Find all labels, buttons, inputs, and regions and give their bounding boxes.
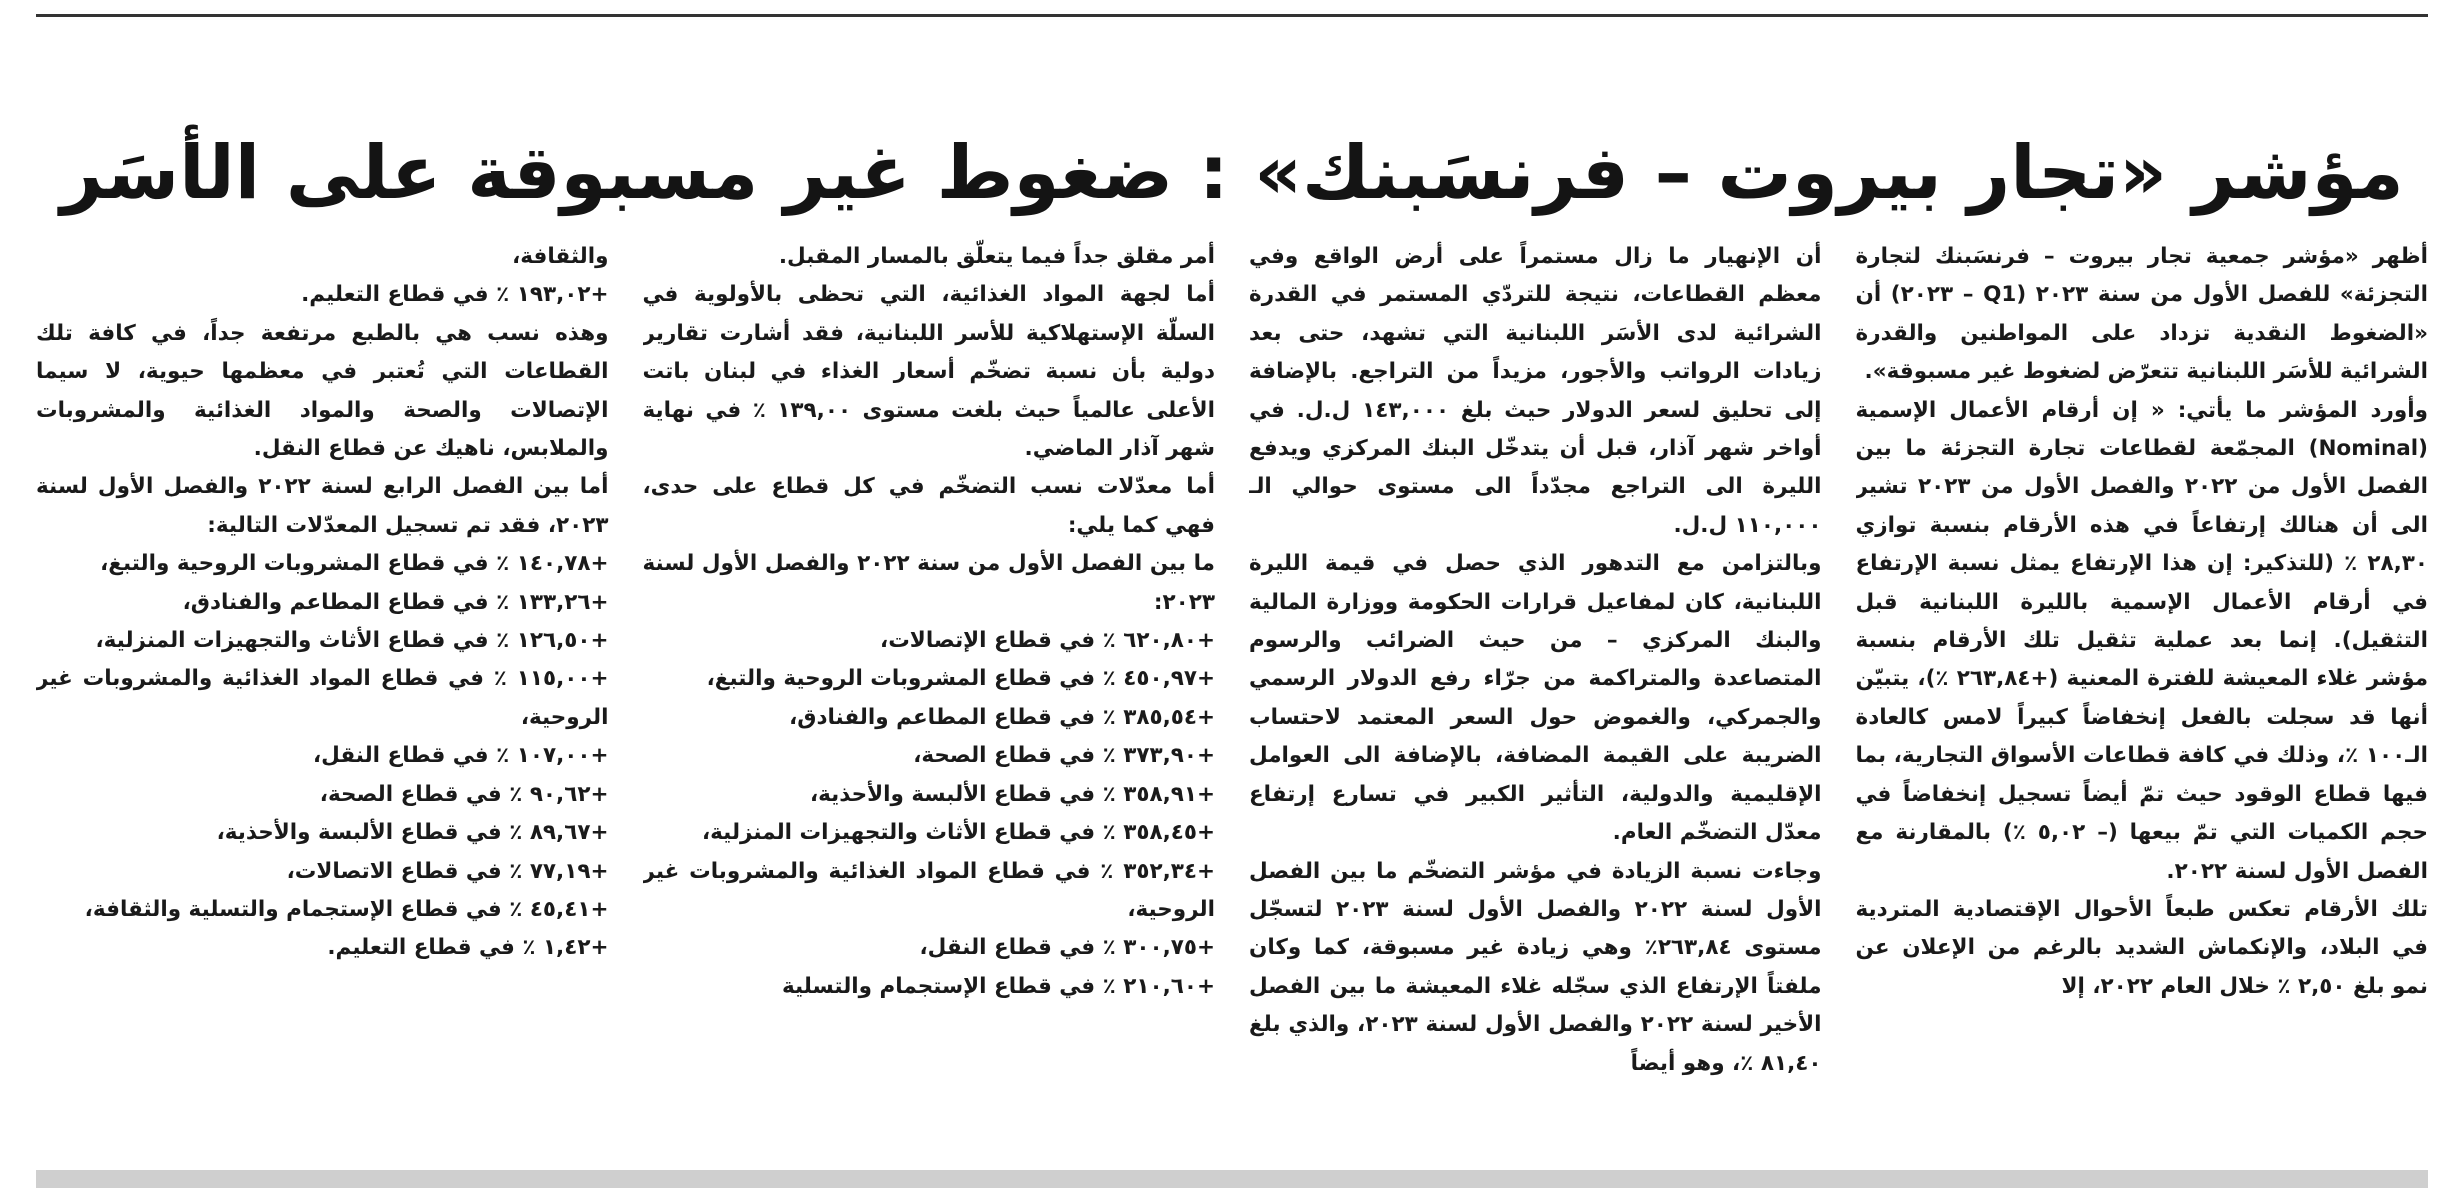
paragraph: +١١٥,٠٠ ٪ في قطاع المواد الغذائية والمشروبات غير الروحية، — [36, 666, 609, 730]
paragraph: +٧٧,١٩ ٪ في قطاع الاتصالات، — [286, 858, 609, 884]
column-2 — [1249, 238, 1822, 1158]
paragraph: أمر مقلق جداً فيما يتعلّق بالمسار المقبل. — [778, 244, 1215, 269]
paragraph: +٣٥٢,٣٤ ٪ في قطاع المواد الغذائية والمشروبات غير الروحية، — [642, 858, 1215, 922]
paragraph: ما بين الفصل الأول من سنة ٢٠٢٢ والفصل الأول لسنة ٢٠٢٣: — [642, 551, 1215, 615]
paragraph: +٣٥٨,٤٥ ٪ في قطاع الأثاث والتجهيزات المنزلية، — [701, 820, 1215, 846]
paragraph: أما بين الفصل الرابع لسنة ٢٠٢٢ والفصل الأول لسنة ٢٠٢٣، فقد تم تسجيل المعدّلات التالية: — [36, 474, 609, 538]
paragraph: وأورد المؤشر ما يأتي: « إن أرقام الأعمال الإسمية (Nominal) المجمّعة لقطاعات تجارة التجزئة ما بين الفصل الأول من ٢٠٢٢ والفصل الأول من ٢٠٢٣ تشير الى أن هنالك إرتفاعاً في هذه الأرقام بنسبة توازي ٢٨,٣٠ ٪ (للتذكير: إن هذا الإرتفاع يمثل نسبة الإرتفاع في أرقام الأعمال الإسمية بالليرة اللبنانية قبل التثقيل). إنما بعد عملية تثقيل تلك الأرقام بنسبة مؤشر غلاء المعيشة للفترة المعنية (+٢٦٣,٨٤ ٪)، يتبيّن أنها قد سجلت بالفعل إنخفاضاً كبيراً لامس كالعادة الـ١٠٠ ٪، وذلك في كافة قطاعات الأسواق التجارية، بما فيها قطاع الوقود حيث تمّ أيضاً تسجيل إنخفاضاً في حجم الكميات التي تمّ بيعها (– ٥,٠٢ ٪) بالمقارنة مع الفصل الأول لسنة ٢٠٢٢. — [1855, 397, 2428, 884]
paragraph: +٣٨٥,٥٤ ٪ في قطاع المطاعم والفنادق، — [789, 704, 1215, 730]
paragraph: أما لجهة المواد الغذائية، التي تحظى بالأولوية في السلّة الإستهلاكية للأسر اللبنانية، فقد أشارت تقارير دولية بأن نسبة تضخّم أسعار الغذاء في لبنان باتت الأعلى عالمياً حيث بلغت مستوى ١٣٩,٠٠ ٪ في نهاية شهر آذار الماضي. — [642, 282, 1215, 462]
paragraph: +١٠٧,٠٠ ٪ في قطاع النقل، — [312, 743, 609, 769]
column-1 — [1856, 238, 2429, 1158]
paragraph: +٩٠,٦٢ ٪ في قطاع الصحة، — [319, 781, 609, 807]
paragraph: +٨٩,٦٧ ٪ في قطاع الألبسة والأحذية، — [216, 820, 609, 846]
paragraph: +٤٥٠,٩٧ ٪ في قطاع المشروبات الروحية والتبغ، — [706, 666, 1215, 692]
top-rule — [36, 14, 2428, 17]
paragraph: أظهر «مؤشر جمعية تجار بيروت – فرنسَبنك لتجارة التجزئة» للفصل الأول من سنة ٢٠٢٣ (Q1 – ٢٠٢٣) أن «الضغوط النقدية تزداد على المواطنين والقدرة الشرائية للأسَر اللبنانية تتعرّض لضغوط غير مسبوقة». — [1855, 244, 2428, 385]
paragraph: +١٣٣,٢٦ ٪ في قطاع المطاعم والفنادق، — [182, 589, 609, 615]
paragraph: +١٢٦,٥٠ ٪ في قطاع الأثاث والتجهيزات المنزلية، — [95, 628, 609, 654]
column-3 — [643, 238, 1216, 1158]
paragraph: +٦٢٠,٨٠ ٪ في قطاع الإتصالات، — [880, 628, 1215, 654]
bottom-band — [36, 1170, 2428, 1188]
column-4 — [36, 238, 609, 1158]
paragraph: +١٤٠,٧٨ ٪ في قطاع المشروبات الروحية والتبغ، — [100, 551, 609, 577]
headline: مؤشر «تجار بيروت – فرنسَبنك» : ضغوط غير مسبوقة على الأسَر — [60, 130, 2404, 216]
paragraph: +٣٧٣,٩٠ ٪ في قطاع الصحة، — [913, 743, 1215, 769]
paragraph: وجاءت نسبة الزيادة في مؤشر التضخّم ما بين الفصل الأول لسنة ٢٠٢٢ والفصل الأول لسنة ٢٠٢٣ لتسجّل مستوى ٢٦٣,٨٤٪ وهي زيادة غير مسبوقة، كما وكان ملفتاً الإرتفاع الذي سجّله غلاء المعيشة ما بين الفصل الأخير لسنة ٢٠٢٢ والفصل الأول لسنة ٢٠٢٣، والذي بلغ ٨١,٤٠ ٪، وهو أيضاً — [1249, 858, 1822, 1076]
paragraph: +٤٥,٤١ ٪ في قطاع الإستجمام والتسلية والثقافة، — [84, 896, 609, 922]
paragraph: +٢١٠,٦٠ ٪ في قطاع الإستجمام والتسلية — [781, 973, 1215, 999]
article-columns — [36, 238, 2428, 1158]
paragraph: تلك الأرقام تعكس طبعاً الأحوال الإقتصادية المتردية في البلاد، والإنكماش الشديد بالرغم من الإعلان عن نمو بلغ ٢,٥٠ ٪ خلال العام ٢٠٢٢، إلا — [1855, 896, 2428, 999]
paragraph: والثقافة، — [512, 244, 609, 269]
paragraph: وهذه نسب هي بالطبع مرتفعة جداً، في كافة تلك القطاعات التي تُعتبر في معظمها حيوية، لا سيما الإتصالات والصحة والمواد الغذائية والمشروبات والملابس، ناهيك عن قطاع النقل. — [36, 320, 609, 462]
paragraph: أما معدّلات نسب التضخّم في كل قطاع على حدى، فهي كما يلي: — [642, 474, 1215, 538]
paragraph: +٣٠٠,٧٥ ٪ في قطاع النقل، — [919, 935, 1215, 961]
paragraph: وبالتزامن مع التدهور الذي حصل في قيمة الليرة اللبنانية، كان لمفاعيل قرارات الحكومة ووزارة المالية والبنك المركزي – من حيث الضرائب والرسوم المتصاعدة والمتراكمة من جرّاء رفع الدولار الرسمي والجمركي، والغموض حول السعر المعتمد لاحتساب الضريبة على القيمة المضافة، بالإضافة الى العوامل الإقليمية والدولية، التأثير الكبير في تسارع إرتفاع معدّل التضخّم العام. — [1249, 551, 1822, 846]
paragraph: أن الإنهيار ما زال مستمراً على أرض الواقع وفي معظم القطاعات، نتيجة للتردّي المستمر في القدرة الشرائية لدى الأسَر اللبنانية التي تشهد، حتى بعد زيادات الرواتب والأجور، مزيداً من التراجع. بالإضافة إلى تحليق لسعر الدولار حيث بلغ ١٤٣,٠٠٠ ل.ل. في أواخر شهر آذار، قبل أن يتدخّل البنك المركزي ويدفع الليرة الى التراجع مجدّداً الى مستوى حوالي الـ ١١٠,٠٠٠ ل.ل. — [1249, 244, 1822, 538]
paragraph: +١٩٣,٠٢ ٪ في قطاع التعليم. — [301, 282, 609, 308]
paragraph: +١,٤٢ ٪ في قطاع التعليم. — [327, 935, 609, 961]
paragraph: +٣٥٨,٩١ ٪ في قطاع الألبسة والأحذية، — [809, 781, 1215, 807]
